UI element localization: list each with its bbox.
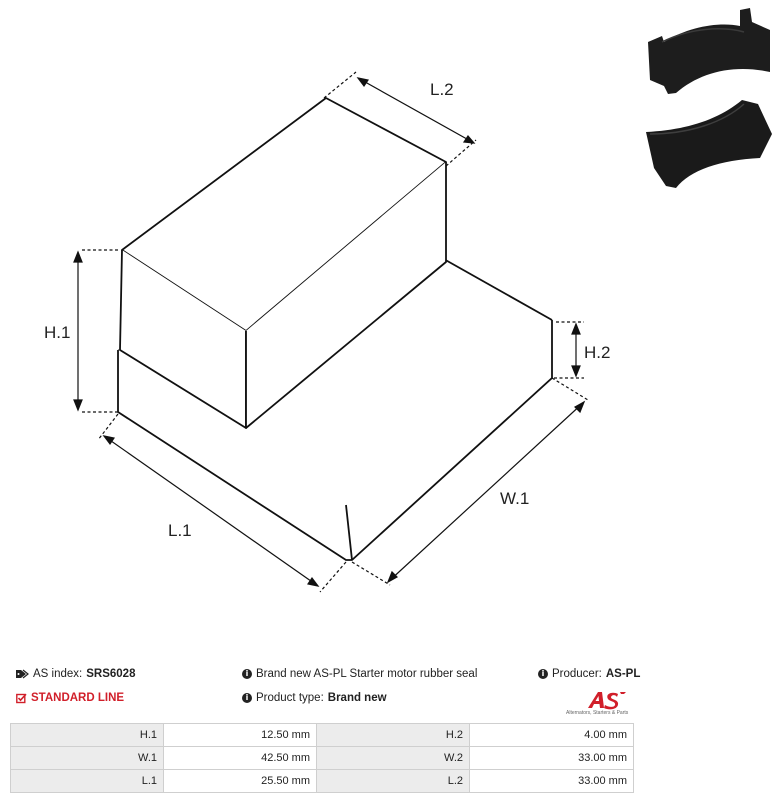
info-icon: i bbox=[538, 669, 548, 679]
spec-value: 33.00 mm bbox=[470, 770, 634, 793]
product-type-value: Brand new bbox=[327, 692, 387, 704]
standard-line-label: STANDARD LINE bbox=[31, 692, 125, 704]
tag-icon bbox=[16, 669, 29, 679]
product-description: Brand new AS-PL Starter motor rubber seal bbox=[256, 668, 478, 680]
logo-tagline: Alternators, Starters & Parts bbox=[566, 710, 629, 716]
logo-mark bbox=[574, 690, 636, 710]
product-type-label: Product type: bbox=[256, 692, 324, 704]
spec-key: H.2 bbox=[317, 724, 470, 747]
table-row bbox=[11, 747, 634, 770]
spec-key: L.1 bbox=[11, 770, 164, 793]
spec-value: 25.50 mm bbox=[164, 770, 317, 793]
as-index-label: AS index: bbox=[33, 668, 83, 680]
info-row-2 bbox=[16, 692, 632, 712]
info-icon: i bbox=[242, 693, 252, 703]
dim-label-h1: H.1 bbox=[44, 323, 71, 342]
producer-value: AS-PL bbox=[605, 668, 641, 680]
table-row bbox=[11, 724, 634, 747]
info-icon: i bbox=[242, 669, 252, 679]
spec-value: 42.50 mm bbox=[164, 747, 317, 770]
spec-value: 4.00 mm bbox=[470, 724, 634, 747]
spec-key: L.2 bbox=[317, 770, 470, 793]
spec-key: H.1 bbox=[11, 724, 164, 747]
dim-label-w1: W.1 bbox=[500, 489, 530, 508]
as-index-value: SRS6028 bbox=[86, 668, 136, 680]
spec-key: W.1 bbox=[11, 747, 164, 770]
dim-label-l1: L.1 bbox=[168, 521, 192, 540]
dim-label-l2: L.2 bbox=[430, 80, 454, 99]
spec-key: W.2 bbox=[317, 747, 470, 770]
table-row bbox=[11, 770, 634, 793]
spec-value: 12.50 mm bbox=[164, 724, 317, 747]
spec-value: 33.00 mm bbox=[470, 747, 634, 770]
check-square-icon bbox=[16, 693, 27, 704]
product-photo bbox=[646, 8, 772, 188]
spec-table bbox=[10, 723, 634, 793]
as-pl-logo bbox=[566, 690, 636, 720]
producer-label: Producer: bbox=[552, 668, 602, 680]
info-row-1 bbox=[16, 668, 641, 688]
dim-label-h2: H.2 bbox=[584, 343, 611, 362]
